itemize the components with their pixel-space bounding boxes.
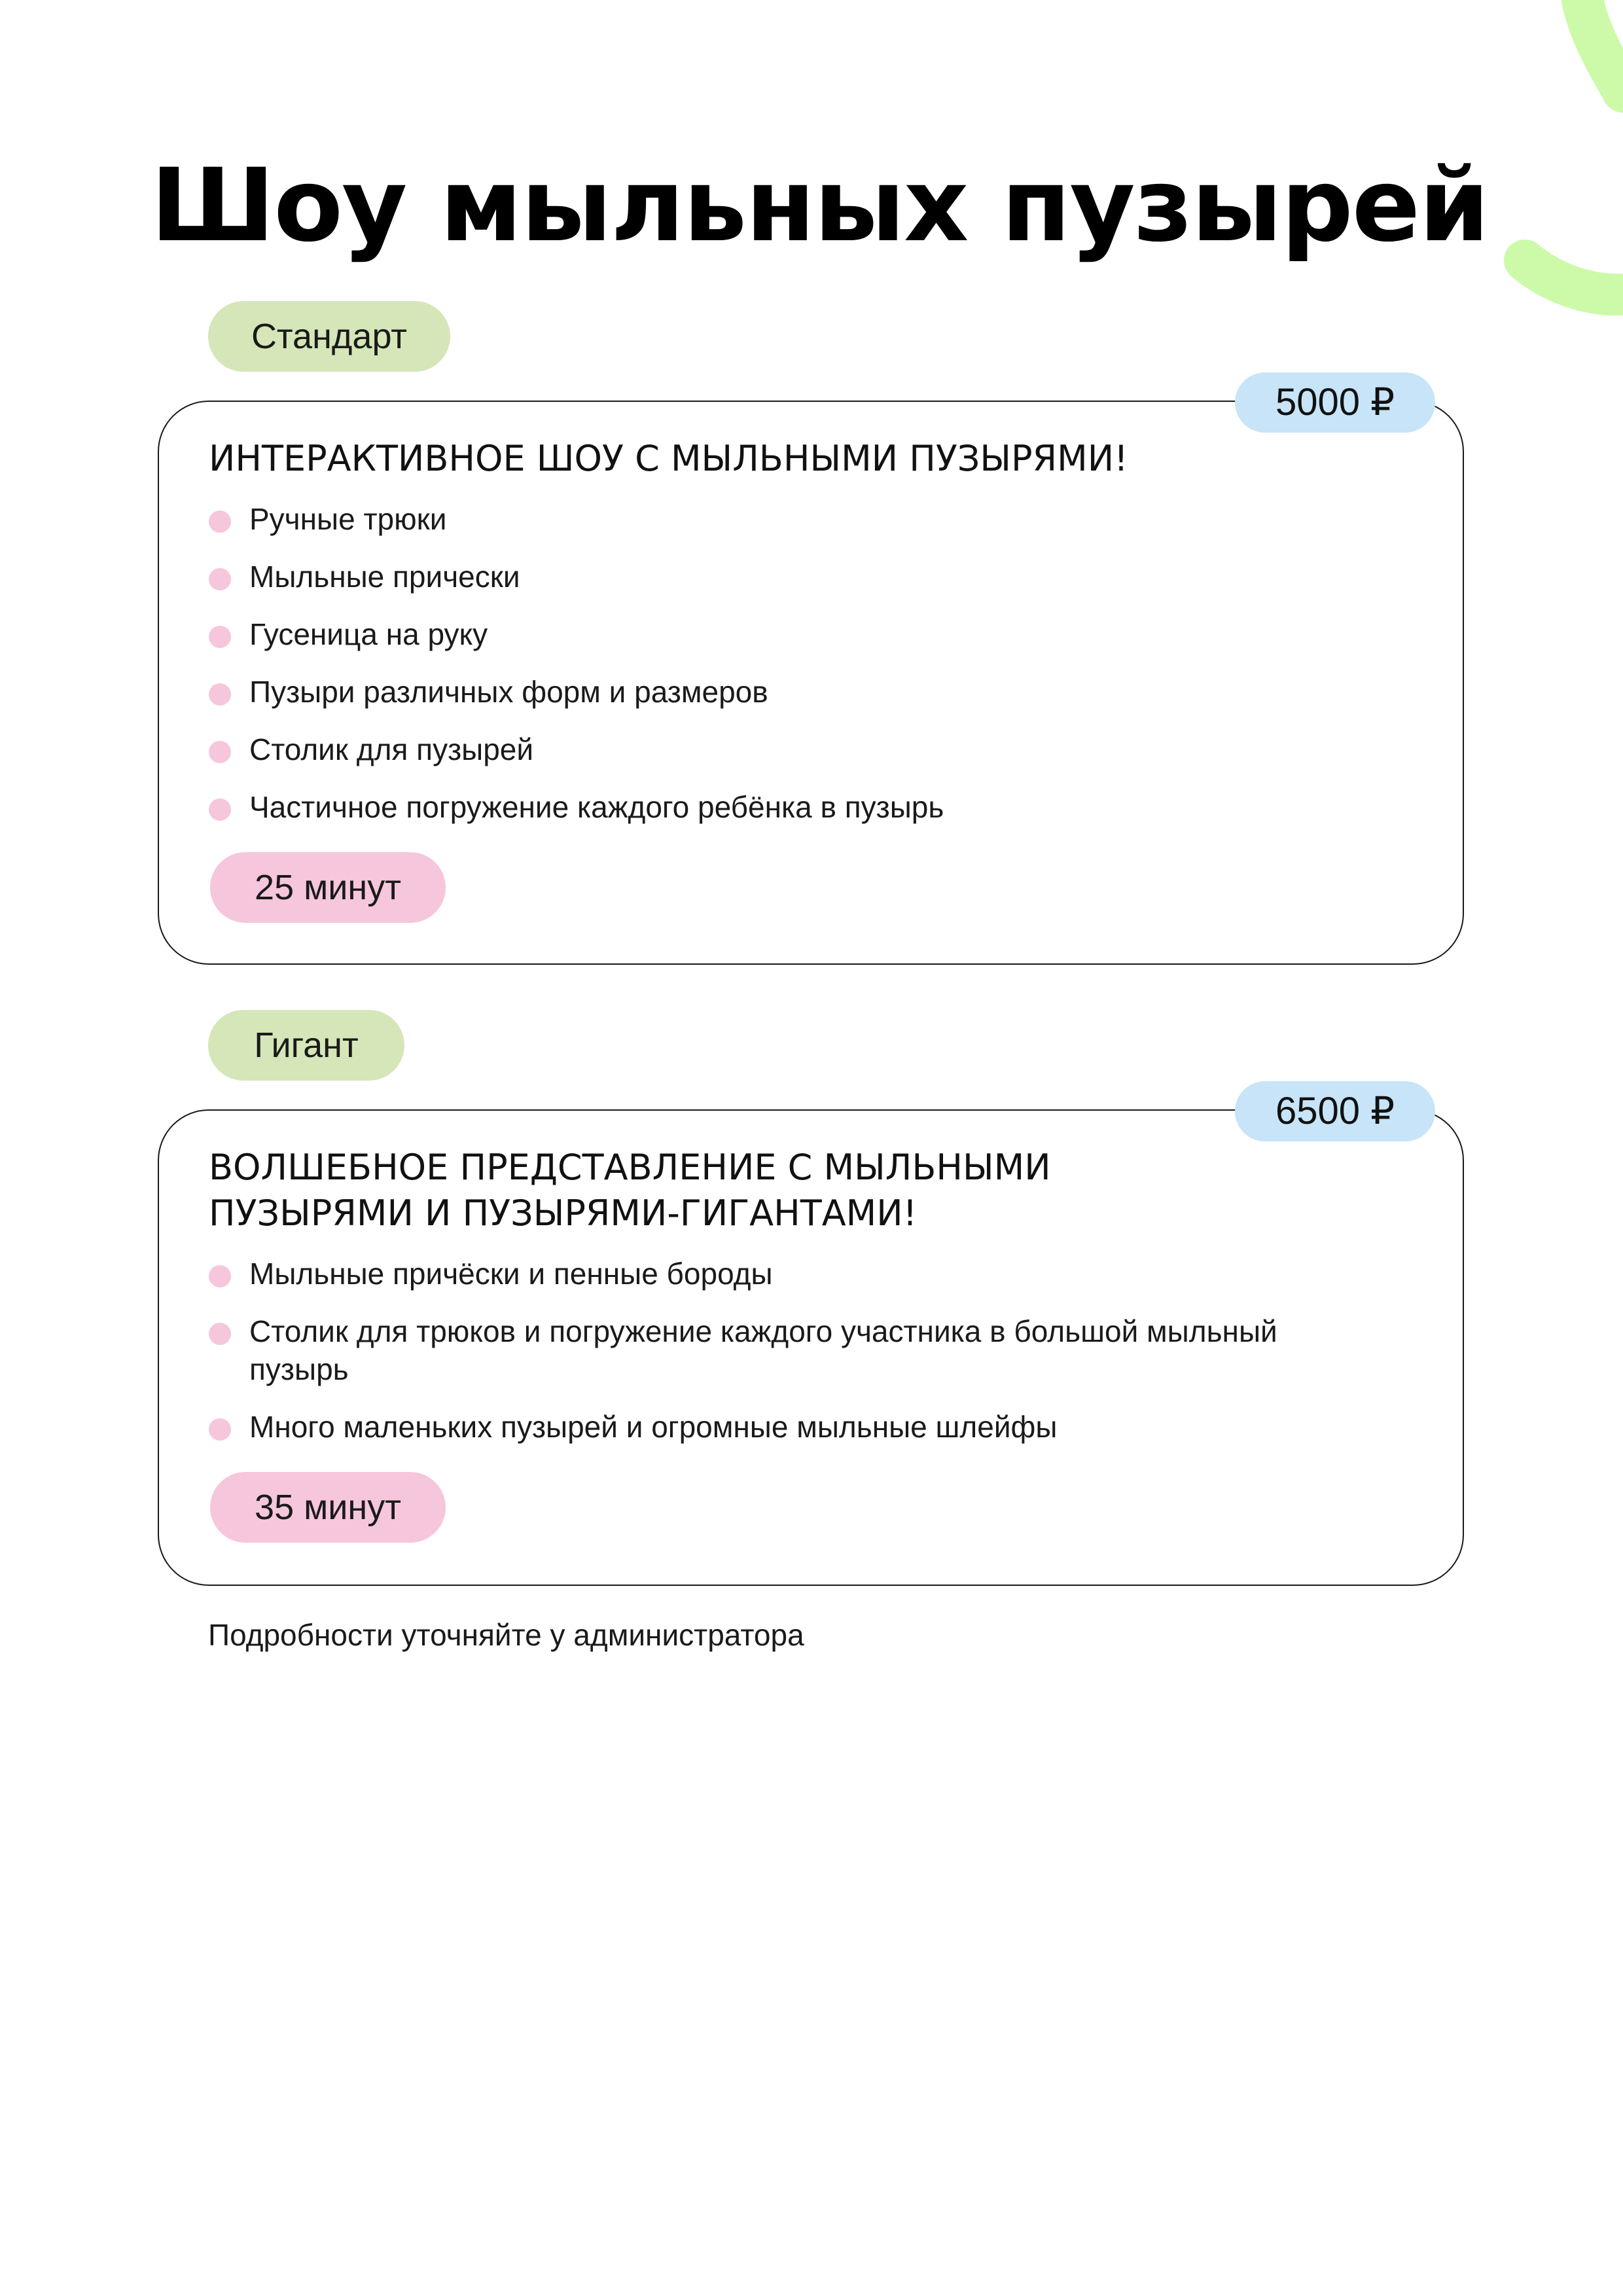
list-item — [209, 500, 1410, 538]
package-heading: ВОЛШЕБНОЕ ПРЕДСТАВЛЕНИЕ С МЫЛЬНЫМИ ПУЗЫРЯМИ И ПУЗЫРЯМИ-ГИГАНТАМИ! — [209, 1147, 1051, 1234]
feature-text: Пузыри различных форм и размеров — [249, 675, 768, 709]
feature-text: Много маленьких пузырей и огромные мыльные шлейфы — [249, 1410, 1058, 1444]
feature-text: Ручные трюки — [249, 502, 447, 536]
feature-list — [209, 500, 1410, 826]
bullet-dot-icon — [209, 1265, 231, 1287]
bullet-dot-icon — [209, 511, 231, 533]
list-item — [209, 1255, 1410, 1293]
list-item — [209, 788, 1410, 826]
feature-text: Мыльные причёски и пенные бороды — [249, 1257, 773, 1291]
bullet-dot-icon — [209, 1323, 231, 1345]
feature-text: Столик для пузырей — [249, 732, 534, 766]
footer-note: Подробности уточняйте у администратора — [208, 1618, 804, 1652]
bullet-dot-icon — [209, 741, 231, 763]
bullet-dot-icon — [209, 683, 231, 706]
list-item — [209, 615, 1410, 653]
feature-text: Столик для трюков и погружение каждого участника в большой мыльный пузырь — [249, 1314, 1277, 1386]
package-card-standard — [158, 381, 1464, 965]
list-item — [209, 1312, 1323, 1388]
feature-text: Гусеница на руку — [249, 617, 488, 651]
list-item — [209, 673, 1410, 711]
bullet-dot-icon — [209, 798, 231, 821]
bullet-dot-icon — [209, 568, 231, 590]
list-item — [209, 730, 1410, 768]
package-heading: ИНТЕРАКТИВНОЕ ШОУ С МЫЛЬНЫМИ ПУЗЫРЯМИ! — [209, 438, 1128, 479]
duration-badge: 25 минут — [210, 852, 446, 923]
list-item — [209, 558, 1410, 596]
bullet-dot-icon — [209, 626, 231, 648]
duration-badge: 35 минут — [210, 1472, 446, 1543]
page-title: Шоу мыльных пузырей — [151, 147, 1489, 264]
bullet-dot-icon — [209, 1418, 231, 1441]
price-badge: 5000 ₽ — [1235, 372, 1435, 433]
package-tag-standard: Стандарт — [208, 301, 450, 372]
feature-text: Частичное погружение каждого ребёнка в пузырь — [249, 790, 944, 824]
package-tag-giant: Гигант — [208, 1010, 404, 1081]
feature-text: Мыльные прически — [249, 560, 520, 594]
package-card-giant — [158, 1090, 1464, 1586]
feature-list — [209, 1255, 1410, 1446]
price-badge: 6500 ₽ — [1235, 1081, 1435, 1141]
list-item — [209, 1408, 1410, 1446]
